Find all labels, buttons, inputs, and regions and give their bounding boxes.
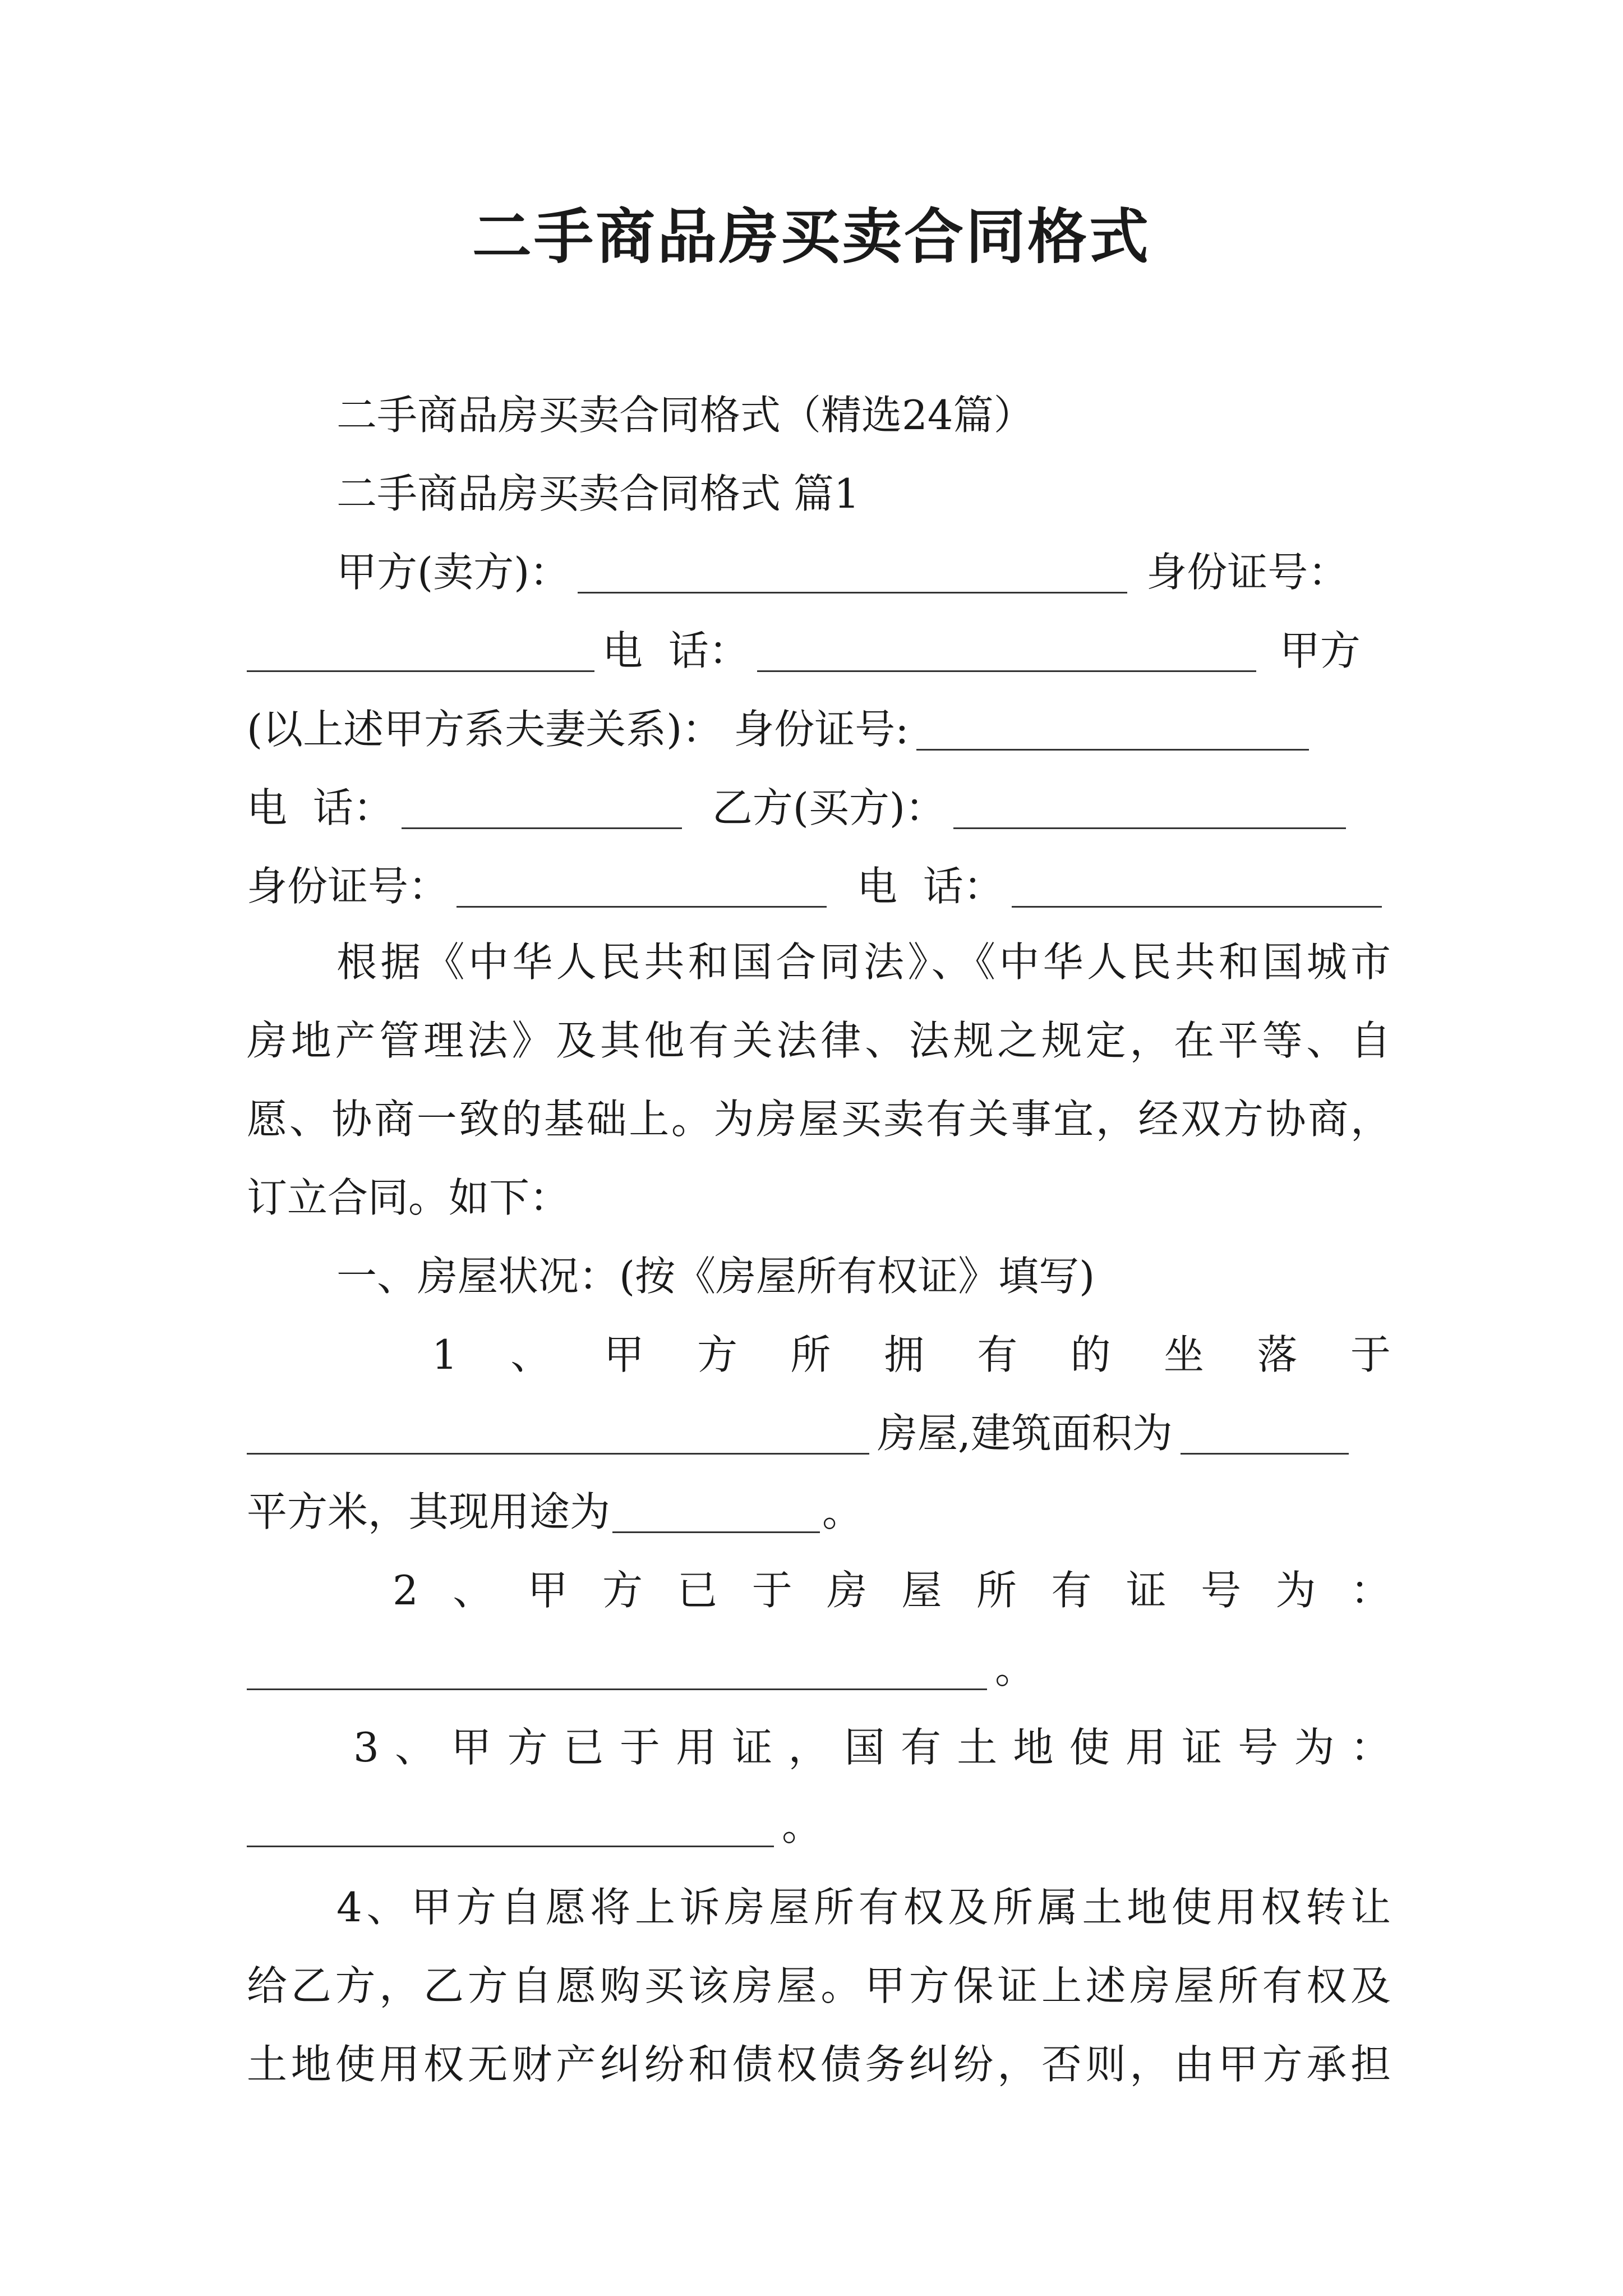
property-location-blank <box>247 1412 869 1455</box>
item-1-spread <box>432 1321 1391 1388</box>
item-1-char: 方 <box>697 1331 738 1378</box>
item-3-char: 用 <box>676 1724 717 1771</box>
item-3-char: 国 <box>844 1724 885 1771</box>
spouse-id-blank <box>916 708 1309 751</box>
item-2-char: 所 <box>976 1567 1017 1614</box>
item-3-char: 已 <box>563 1724 604 1771</box>
buyer-phone-label: 电 话： <box>857 863 1004 910</box>
party-line-3 <box>247 696 1391 763</box>
item-1-char: 所 <box>790 1331 831 1378</box>
item-2-line-2 <box>247 1635 1391 1703</box>
item-1-char: 落 <box>1257 1331 1298 1378</box>
clause-1-heading-text: 一、房屋状况：(按《房屋所有权证》填写) <box>336 1253 1095 1300</box>
usage-label: 平方米，其现用途为 <box>247 1488 611 1535</box>
item-1-line-3 <box>247 1478 1391 1545</box>
item-1-line-2 <box>247 1400 1391 1467</box>
section-heading <box>247 460 1391 527</box>
item-3-char: 证 <box>1182 1724 1223 1771</box>
section-heading-text: 二手商品房买卖合同格式 篇1 <box>336 470 860 517</box>
item-2-char: ： <box>1350 1567 1391 1614</box>
spouse-phone-label: 电 话： <box>247 784 394 831</box>
buyer-id-label: 身份证号： <box>247 863 449 910</box>
buyer-phone-blank <box>1012 866 1382 908</box>
item-1-line-1 <box>432 1321 1391 1388</box>
item-1-char: 甲 <box>603 1331 644 1378</box>
item-4-line-2: 给乙方，乙方自愿购买该房屋。甲方保证上述房屋所有权及 <box>247 1962 1391 2009</box>
spouse-id-label: 身份证号: <box>734 706 909 753</box>
item-1-char: 拥 <box>883 1331 924 1378</box>
item-1-char: 1 <box>432 1331 458 1378</box>
land-cert-blank <box>247 1805 774 1847</box>
preamble-line-3: 愿、协商一致的基础上。为房屋买卖有关事宜，经双方协商， <box>247 1096 1391 1143</box>
item-3-char: ： <box>1350 1724 1391 1771</box>
item-3-char: 3 <box>353 1724 379 1771</box>
item-2-char: 房 <box>827 1567 868 1614</box>
item-4-line-1: 4、甲方自愿将上诉房屋所有权及所属土地使用权转让 <box>336 1884 1391 1931</box>
item-2-char: 证 <box>1126 1567 1166 1614</box>
party-line-4 <box>247 774 1391 841</box>
item-3-char: 方 <box>507 1724 548 1771</box>
preamble-line-2: 房地产管理法》及其他有关法律、法规之规定，在平等、自 <box>247 1017 1391 1064</box>
item-1-char: 于 <box>1350 1331 1391 1378</box>
area-blank <box>1181 1412 1349 1455</box>
item-3-char: 土 <box>957 1724 998 1771</box>
area-label: 房屋,建筑面积为 <box>877 1410 1173 1457</box>
seller-name-blank <box>578 551 1127 593</box>
item-2-char: 已 <box>677 1567 718 1614</box>
item-3-end: 。 <box>782 1802 823 1849</box>
item-1-char: 、 <box>510 1331 551 1378</box>
usage-end: 。 <box>822 1488 863 1535</box>
item-3-char: 于 <box>619 1724 660 1771</box>
buyer-id-blank <box>457 866 827 908</box>
ownership-cert-blank <box>247 1648 987 1690</box>
item-2-char: 号 <box>1201 1567 1242 1614</box>
item-3-char: 使 <box>1069 1724 1110 1771</box>
seller-phone-label: 电 话： <box>602 627 749 674</box>
party-line-1 <box>336 539 1402 606</box>
item-2-char: 方 <box>602 1567 643 1614</box>
item-2-char: 屋 <box>901 1567 942 1614</box>
clause-1-heading <box>247 1243 1391 1310</box>
spouse-phone-blank <box>402 787 682 829</box>
seller-id-label: 身份证号： <box>1146 549 1349 596</box>
party-line-2 <box>247 617 1391 684</box>
item-2-end: 。 <box>995 1645 1036 1692</box>
item-2-char: 2 <box>393 1567 418 1614</box>
subtitle-text: 二手商品房买卖合同格式（精选24篇） <box>336 392 1034 439</box>
buyer-label: 乙方(买方)： <box>712 784 946 831</box>
preamble-line-1: 根据《中华人民共和国合同法》、《中华人民共和国城市 <box>336 938 1391 986</box>
item-3-line-2 <box>247 1792 1391 1860</box>
seller-phone-blank <box>757 630 1256 672</box>
item-1-char: 的 <box>1070 1331 1111 1378</box>
item-2-char: 为 <box>1275 1567 1316 1614</box>
seller-id-blank <box>247 630 594 672</box>
item-3-char: 有 <box>900 1724 941 1771</box>
seller-label: 甲方(卖方)： <box>336 549 570 596</box>
spouse-note: (以上述甲方系夫妻关系)： <box>247 706 723 753</box>
item-3-char: 、 <box>395 1724 436 1771</box>
item-3-char: 证 <box>732 1724 773 1771</box>
item-4-line-3: 土地使用权无财产纠纷和债权债务纠纷，否则，由甲方承担 <box>247 2041 1391 2088</box>
item-3-char: 甲 <box>451 1724 492 1771</box>
subtitle <box>247 381 1391 449</box>
item-2-char: 有 <box>1051 1567 1092 1614</box>
item-3-char: 用 <box>1125 1724 1166 1771</box>
item-2-line-1 <box>393 1557 1391 1624</box>
item-2-char: 甲 <box>527 1567 568 1614</box>
item-2-char: 、 <box>453 1567 494 1614</box>
document-title: 二手商品房买卖合同格式 <box>472 203 1151 272</box>
item-3-char: 为 <box>1294 1724 1335 1771</box>
usage-blank <box>612 1491 820 1533</box>
item-3-char: 号 <box>1238 1724 1279 1771</box>
item-1-char: 坐 <box>1164 1331 1205 1378</box>
item-1-char: 有 <box>977 1331 1018 1378</box>
item-3-char: ， <box>788 1724 829 1771</box>
item-2-spread <box>393 1557 1391 1624</box>
item-2-char: 于 <box>751 1567 792 1614</box>
item-3-spread <box>353 1714 1391 1781</box>
party-a-label: 甲方 <box>1279 627 1361 674</box>
item-3-char: 地 <box>1013 1724 1054 1771</box>
party-line-5 <box>247 853 1391 920</box>
preamble-line-4: 订立合同。如下： <box>247 1174 570 1221</box>
buyer-name-blank <box>953 787 1346 829</box>
item-3-line-1 <box>353 1714 1391 1781</box>
